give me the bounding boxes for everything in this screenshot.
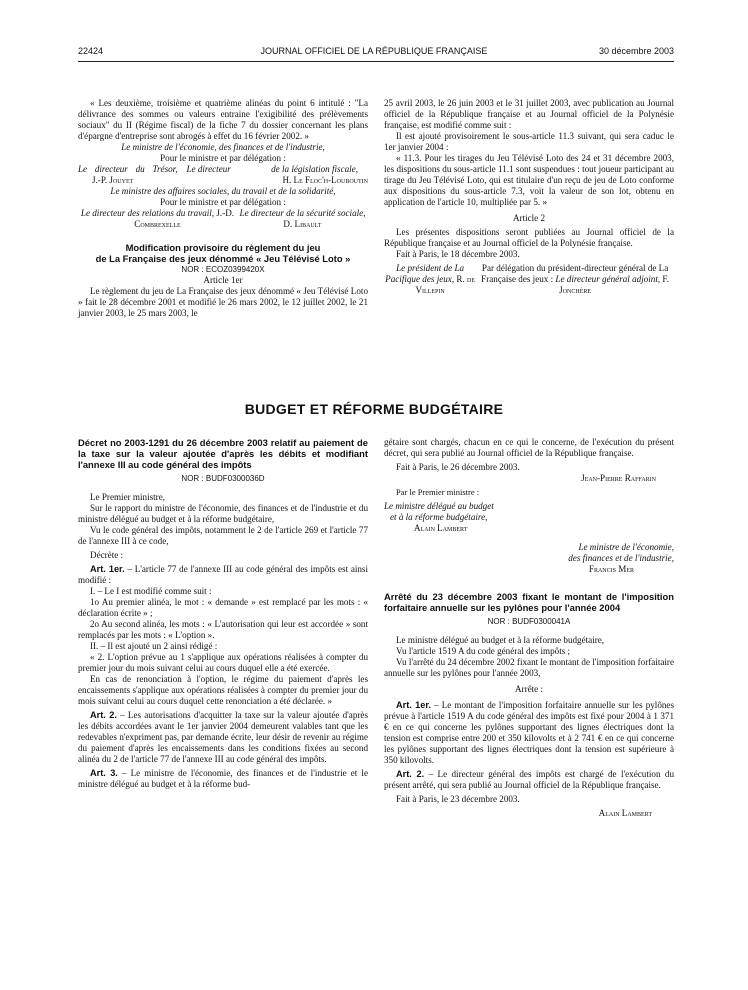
article-1 bbox=[78, 564, 368, 586]
signature-title: et à la réforme budgétaire, bbox=[390, 512, 488, 522]
signature-block bbox=[78, 164, 368, 186]
header-rule bbox=[78, 61, 674, 62]
delegation-line: Pour le ministre et par délégation : bbox=[160, 197, 286, 207]
signature-name: H. Le Floc'h-Louboutin bbox=[282, 175, 368, 185]
article-label: Art. 2. bbox=[396, 769, 425, 779]
article-label: Art. 3. bbox=[90, 768, 118, 778]
body-paragraph: En cas de renonciation à l'option, le régime du paiement d'après les encaissements s'applique aux opérations réalisées à compter du premier jour du mois suivant celui au cours duquel cette renonciation a été déclarée. » bbox=[78, 674, 368, 706]
body-paragraph: II. – Il est ajouté un 2 ainsi rédigé : bbox=[90, 641, 218, 651]
article-heading: Article 1er bbox=[203, 275, 243, 285]
signature-title: Le ministre délégué au budget bbox=[384, 501, 494, 511]
done-at-line: Fait à Paris, le 23 décembre 2003. bbox=[396, 794, 520, 804]
body-paragraph: I. – Le I est modifié comme suit : bbox=[90, 586, 212, 596]
decrete-line: Décrète : bbox=[90, 550, 124, 560]
done-at-line: Fait à Paris, le 18 décembre 2003. bbox=[396, 249, 520, 259]
signature-title: des relations du travail, bbox=[127, 208, 215, 218]
signature-name: Alain Lambert bbox=[598, 808, 652, 818]
body-paragraph: « 11.3. Pour les tirages du Jeu Télévisé Loto des 24 et 31 décembre 2003, les dispositions du sous-article 11.1 sont suspendues : tout joueur participant au tirage du Jeu Télévisé Loto, qui est titulaire d'un reçu de jeu de Loto conforme aux dispositions du sous-article 7.3, voit la valeur de son lot, obtenu en application de l'article 10, multipliée par 5. » bbox=[384, 153, 674, 207]
loto-title: de La Française des jeux dénommé « Jeu Télévisé Loto » bbox=[95, 253, 351, 264]
signature-name: Francis Mer bbox=[588, 564, 634, 574]
body-paragraph: Le ministre délégué au budget et à la réforme budgétaire, bbox=[396, 635, 605, 645]
signature-name: D. Libault bbox=[283, 219, 322, 229]
signature-name: R. de Villepin bbox=[415, 274, 476, 295]
body-paragraph: 1o Au premier alinéa, le mot : « demande » est remplacé par les mots : « déclaration écrite » ; bbox=[78, 597, 368, 618]
signature-title: Le directeur bbox=[186, 164, 231, 174]
top-right-column bbox=[384, 98, 674, 296]
signature-title: des finances et de l'industrie, bbox=[568, 553, 674, 563]
article-1 bbox=[384, 700, 674, 766]
article-label: Art. 2. bbox=[90, 710, 117, 720]
arrete-column bbox=[384, 437, 674, 819]
top-left-column bbox=[78, 98, 368, 319]
signature-title: Le ministre de l'économie, bbox=[578, 542, 674, 552]
article-heading: Article 2 bbox=[512, 213, 546, 223]
article-text: – Les autorisations d'acquitter la taxe sur la valeur ajoutée d'après les débits accordées avant le 1er janvier 2004 demeurent valables tant que les redevables n'expriment pas, par demande écrite, leur désir de revenir au régime du paiement d'après les encaissements dans les conditions fixées au second alinéa du 2 de l'article 77 de l'annexe III au code général des impôts. bbox=[78, 710, 368, 764]
quote-paragraph: « Les deuxième, troisième et quatrième alinéas du point 6 intitulé : "La délivrance des sommes ou valeurs entraine l'exigibilité des prélèvements sociaux" du II (Régime fiscal) de la fiche 7 du dossier concernant les plans d'épargne d'entreprise sont abrogés à effet du 16 février 2002. » bbox=[78, 98, 368, 141]
issue-date: 30 décembre 2003 bbox=[598, 46, 674, 56]
signature-title: de la sécurité sociale, bbox=[286, 208, 366, 218]
signature-title: Le directeur bbox=[80, 208, 126, 218]
article-text: – L'article 77 de l'annexe III au code général des impôts est ainsi modifié : bbox=[78, 564, 369, 585]
decret-title: Décret no 2003-1291 du 26 décembre 2003 relatif au paiement de la taxe sur la valeur ajoutée d'après les débits et modifiant l'annexe III au code général des impôts bbox=[78, 437, 368, 470]
body-paragraph: gétaire sont chargés, chacun en ce qui le concerne, de l'exécution du présent décret, qui sera publié au Journal officiel de la République française. bbox=[384, 437, 674, 458]
article-3 bbox=[78, 768, 368, 790]
signature-name: J.-D. Combrexelle bbox=[134, 208, 235, 229]
delegation-line: Pour le ministre et par délégation : bbox=[160, 153, 286, 163]
signature-title: Le directeur général adjoint, bbox=[555, 274, 661, 284]
body-paragraph: Vu l'article 1519 A du code général des impôts ; bbox=[396, 646, 571, 656]
signature-name: Jean-Pierre Raffarin bbox=[581, 473, 656, 483]
signature-block bbox=[384, 263, 674, 296]
article-text: – Le ministre de l'économie, des finances et de l'industrie et le ministre délégué au budget et à la réforme bud- bbox=[78, 768, 368, 789]
signature-title: Le directeur du Trésor, bbox=[78, 164, 178, 174]
article-text: – Le montant de l'imposition forfaitaire annuelle sur les pylônes prévue à l'article 1519 A du code général des impôts est fixé pour 2004 à 1 371 € en ce qui concerne les pylônes supportant des lignes électriques dont la tension est comprise entre 200 et 350 kilovolts et à 2 741 € en ce qui concerne les pylônes supportant des lignes électriques dont la tension est supérieure à 350 kilovolts. bbox=[384, 700, 674, 765]
body-paragraph: 25 avril 2003, le 26 juin 2003 et le 31 juillet 2003, avec publication au Journal officiel de la République française et au Journal officiel de la Polynésie française, est modifié comme suit : bbox=[384, 98, 674, 130]
signature-name: F. Jonchère bbox=[559, 274, 670, 295]
signature-title: Par le Premier ministre : bbox=[396, 487, 480, 497]
signature-title: du président-directeur général bbox=[536, 263, 646, 273]
body-paragraph: Vu l'arrêté du 24 décembre 2002 fixant le montant de l'imposition forfaitaire annuelle sur les pylônes pour l'année 2003, bbox=[384, 657, 674, 678]
signature-title: Le président bbox=[396, 263, 442, 273]
body-paragraph: Le Premier ministre, bbox=[90, 492, 166, 502]
signature-title: Le directeur bbox=[239, 208, 284, 218]
loto-title: Modification provisoire du règlement du jeu bbox=[125, 242, 321, 253]
body-paragraph: Sur le rapport du ministre de l'économie, des finances et de l'industrie et du ministre délégué au budget et à la réforme budgétaire, bbox=[78, 503, 368, 524]
nor-reference: NOR : BUDF0300041A bbox=[487, 617, 571, 626]
decret-column bbox=[78, 437, 368, 790]
signature-block bbox=[78, 208, 368, 230]
section-title: BUDGET ET RÉFORME BUDGÉTAIRE bbox=[244, 401, 504, 417]
body-paragraph: 2o Au second alinéa, les mots : « L'autorisation qui leur est accordée » sont remplacés par les mots : « L'option ». bbox=[78, 619, 368, 640]
minister-economy-line: Le ministre de l'économie, des finances et de l'industrie, bbox=[121, 142, 325, 152]
body-paragraph: Les présentes dispositions seront publiées au Journal officiel de la République française et au Journal officiel de la Polynésie française. bbox=[384, 227, 674, 248]
page-number: 22424 bbox=[78, 46, 104, 56]
signature-name: Alain Lambert bbox=[414, 523, 468, 533]
done-at-line: Fait à Paris, le 26 décembre 2003. bbox=[396, 462, 520, 472]
article-2 bbox=[78, 710, 368, 765]
minister-social-line: Le ministre des affaires sociales, du travail et de la solidarité, bbox=[110, 186, 336, 196]
nor-reference: NOR : BUDF0300036D bbox=[181, 474, 265, 483]
body-paragraph: « 2. L'option prévue au 1 s'applique aux opérations réalisées à compter du premier jour du mois suivant celui au cours duquel elle a été exercée. bbox=[78, 652, 368, 673]
body-paragraph: Le règlement du jeu de La Française des jeux dénommé « Jeu Télévisé Loto » fait le 28 décembre 2001 et modifié le 26 mars 2002, le 12 juillet 2002, le 21 janvier 2003, le 25 mars 2003, le bbox=[78, 286, 368, 318]
journal-title: JOURNAL OFFICIEL DE LA RÉPUBLIQUE FRANÇAISE bbox=[260, 46, 488, 56]
nor-reference: NOR : ECOZ0399420X bbox=[181, 265, 265, 274]
arrete-title: Arrêté du 23 décembre 2003 fixant le montant de l'imposition forfaitaire annuelle sur les pylônes pour l'année 2004 bbox=[384, 591, 674, 613]
signature-title: Par délégation bbox=[481, 263, 535, 273]
article-2 bbox=[384, 769, 674, 791]
article-text: – Le directeur général des impôts est chargé de l'exécution du présent arrêté, qui sera publié au Journal officiel de la République française. bbox=[384, 769, 674, 790]
signature-title: de la législation fiscale, bbox=[271, 164, 358, 174]
article-label: Art. 1er. bbox=[396, 700, 432, 710]
body-paragraph: Il est ajouté provisoirement le sous-article 11.3 suivant, qui sera caduc le 1er janvier 2004 : bbox=[384, 131, 674, 152]
signature-title: de La Pacifique des jeux, bbox=[385, 263, 465, 284]
arrete-line: Arrête : bbox=[514, 684, 544, 694]
body-paragraph: Vu le code général des impôts, notamment le 2 de l'article 269 et l'article 77 de l'annexe III à ce code, bbox=[78, 525, 368, 546]
signature-title: de La Française des jeux : bbox=[481, 263, 669, 284]
signature-name: J.-P. Jouyet bbox=[92, 175, 134, 185]
article-label: Art. 1er. bbox=[90, 564, 125, 574]
